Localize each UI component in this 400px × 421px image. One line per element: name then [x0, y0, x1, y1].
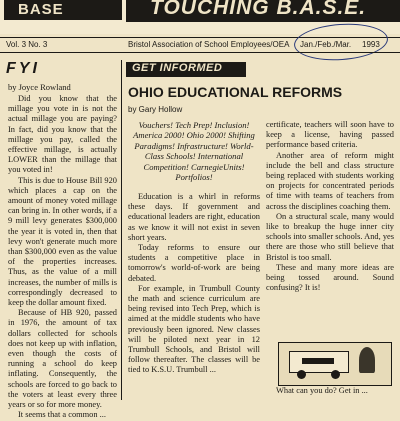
article-paragraph: For example, in Trumbull County the math and science curriculum are being revised into Tech Prep, which is aimed at the middle students who have previously been ignored. New classes will be piloted next year in 12 Trumbull Schools, and Bristol will follow thereafter. The classes will be tied to K.S.U. Trumbull ... — [128, 283, 260, 375]
fyi-byline: by Joyce Rowland — [8, 82, 71, 92]
fyi-paragraph: This is due to House Bill 920 which places a cap on the amount of money voted millage can bring in. In other words, if a 9 mill levy generates $300,000 the year it is voted in, then that levy won't generate much more than $300,000 even as the value of the properties increases. Thus, as the value of a mill increases, the number of mills is correspondingly decreased to keep the dollar amount fixed. — [8, 175, 117, 308]
masthead-logo — [4, 0, 122, 20]
cartoon-tree — [359, 347, 375, 373]
association-name: Bristol Association of School Employees/OEA — [128, 40, 290, 49]
trailer-cartoon-image — [278, 342, 392, 386]
article-paragraph: On a structural scale, many would like to breakup the huge inner city schools into smaller schools. And, yes there are those who still believe that Bristol is too small. — [266, 211, 394, 262]
article-headline: OHIO EDUCATIONAL REFORMS — [128, 84, 343, 100]
issue-date: Jan./Feb./Mar. — [300, 40, 352, 49]
newsletter-title: TOUCHING B.A.S.E. — [150, 0, 367, 19]
article-paragraph: Today reforms to ensure our students a competitive place in tomorrow's world-of-work are being debated. — [128, 243, 260, 283]
column-divider — [121, 60, 122, 400]
fyi-paragraph: Because of HB 920, passed in 1976, the amount of tax dollars collected for schools does not keep up with inflation, even though the costs of running a school do keep inflating. Consequently, the schools are forced to go back to the voters at least every three years or so for more money. — [8, 308, 117, 410]
article-body-middle — [128, 192, 260, 400]
get-informed-banner — [126, 62, 246, 77]
fyi-title: FYI — [6, 60, 40, 77]
article-paragraph: certificate, teachers will soon have to keep a license, having passed performance based criteria. — [266, 120, 394, 150]
fyi-column — [0, 60, 120, 420]
article-intro: Vouchers! Tech Prep! Inclusion! America 2000! Ohio 2000! Shifting Paradigms! Infrastructure! World-Class Schools! International Competition! CarnegieUnits! Portfolios! — [133, 120, 255, 183]
article-paragraph: These and many more ideas are being tossed around. Sound confusing? It is! — [266, 262, 394, 293]
volume-number: Vol. 3 No. 3 — [6, 40, 48, 49]
cartoon-wheel — [331, 370, 340, 379]
article-body-right — [266, 120, 394, 342]
fyi-paragraph: It seems that a common ... — [18, 410, 106, 420]
cartoon-sign — [302, 358, 334, 364]
fyi-body — [8, 94, 117, 421]
cartoon-trailer — [289, 351, 349, 373]
cartoon-wheel — [297, 370, 306, 379]
issue-year: 1993 — [362, 40, 380, 49]
article-byline: by Gary Hollow — [128, 105, 183, 114]
article-paragraph: Education is a whirl in reforms these days. If government and educational leaders are right, education as we know it will not exist in seven short years. — [128, 192, 260, 242]
get-informed-label: GET INFORMED — [132, 62, 223, 74]
info-rule — [0, 52, 400, 53]
masthead-logo-text: BASE — [18, 1, 64, 18]
article-paragraph: Another area of reform might include the bell and class structure being replaced with students working on projects for concentrated periods of time with teams of teachers from across the disciplines coaching them. — [266, 150, 394, 211]
fyi-paragraph: Did you know that the millage you vote in is not the actual millage you are paying? In fact, did you know that the millage you pay, called the effective millage, is actually LOWER than the millage that you voted in! — [8, 94, 117, 175]
article-body-right-tail — [266, 386, 394, 400]
article-paragraph: What can you do? Get in ... — [276, 386, 368, 395]
